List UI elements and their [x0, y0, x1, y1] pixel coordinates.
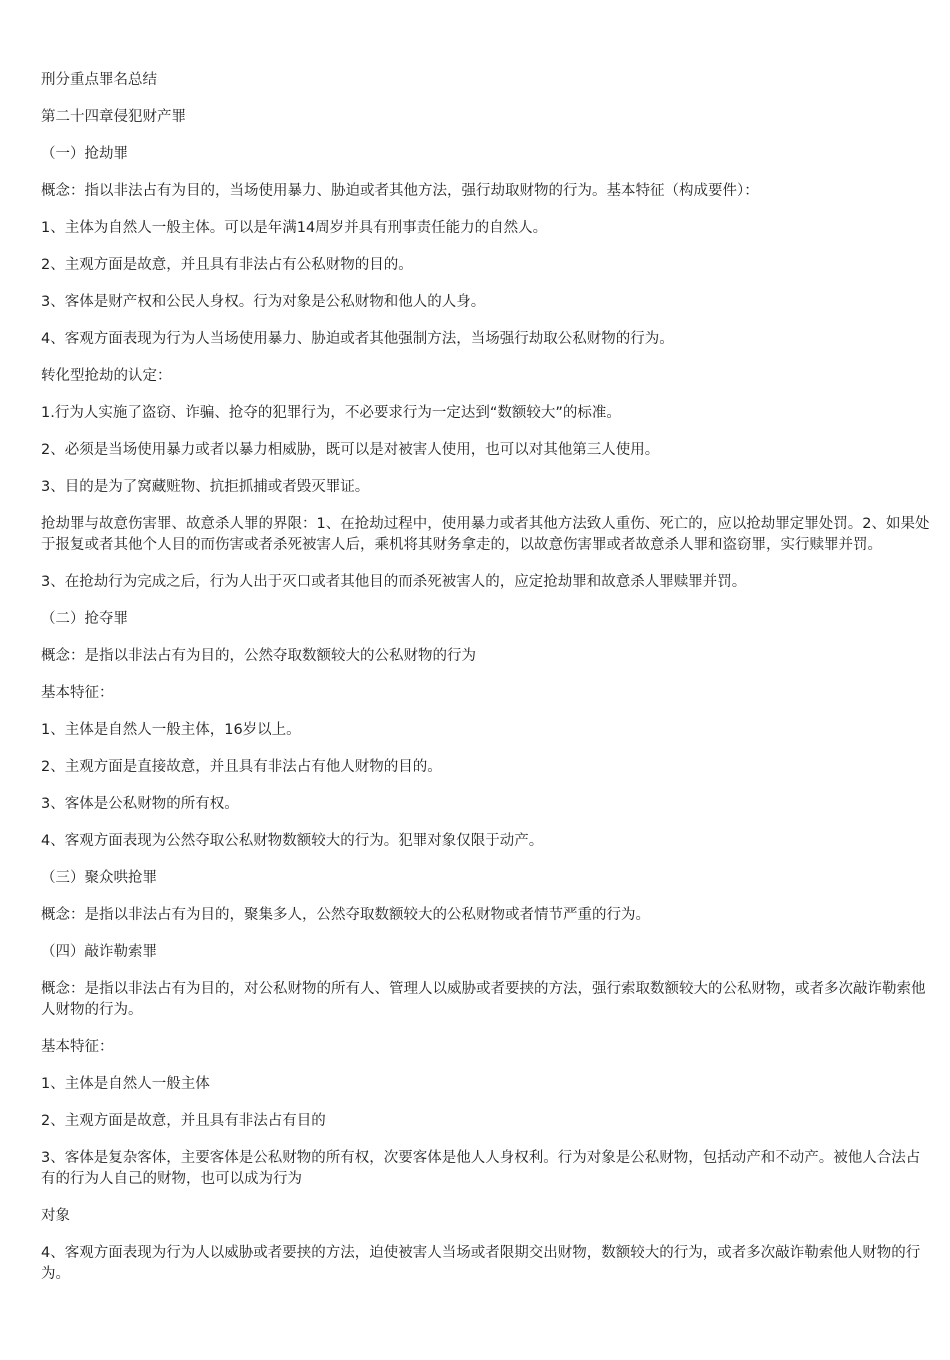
- paragraph: 概念：是指以非法占有为目的，对公私财物的所有人、管理人以威胁或者要挟的方法，强行索取数额较大的公私财物，或者多次敲诈勒索他人财物的行为。: [41, 981, 926, 1018]
- paragraph: 3、客体是财产权和公民人身权。行为对象是公私财物和他人的人身。: [41, 294, 486, 310]
- section-heading-snatching: （二）抢夺罪: [41, 611, 128, 627]
- chapter-heading: 第二十四章侵犯财产罪: [41, 109, 186, 125]
- paragraph: 2、主观方面是故意，并且具有非法占有公私财物的目的。: [41, 257, 413, 273]
- section-heading-robbery: （一）抢劫罪: [41, 146, 128, 162]
- paragraph: 对象: [41, 1208, 70, 1224]
- paragraph: 基本特征：: [41, 685, 114, 701]
- document-body: [41, 70, 933, 1301]
- paragraph: 1.行为人实施了盗窃、诈骗、抢夺的犯罪行为，不必要求行为一定达到“数额较大”的标准。: [41, 405, 621, 421]
- document-title: 刑分重点罪名总结: [41, 72, 157, 88]
- paragraph: 概念：是指以非法占有为目的，聚集多人，公然夺取数额较大的公私财物或者情节严重的行为。: [41, 907, 650, 923]
- paragraph: 4、客观方面表现为行为人以威胁或者要挟的方法，迫使被害人当场或者限期交出财物，数额较大的行为，或者多次敲诈勒索他人财物的行为。: [41, 1245, 921, 1282]
- paragraph: 3、在抢劫行为完成之后，行为人出于灭口或者其他目的而杀死被害人的，应定抢劫罪和故意杀人罪赎罪并罚。: [41, 574, 747, 590]
- paragraph: 1、主体是自然人一般主体: [41, 1076, 210, 1092]
- paragraph: 2、主观方面是直接故意，并且具有非法占有他人财物的目的。: [41, 759, 442, 775]
- section-heading-extortion: （四）敲诈勒索罪: [41, 944, 157, 960]
- paragraph: 抢劫罪与故意伤害罪、故意杀人罪的界限：1、在抢劫过程中，使用暴力或者其他方法致人重伤、死亡的，应以抢劫罪定罪处罚。2、如果处于报复或者其他个人目的而伤害或者杀死被害人后，乘机将其财务拿走的，以故意伤害罪或者故意杀人罪和盗窃罪，实行赎罪并罚。: [41, 516, 930, 553]
- paragraph: 概念：指以非法占有为目的，当场使用暴力、胁迫或者其他方法，强行劫取财物的行为。基本特征（构成要件）：: [41, 183, 759, 199]
- paragraph: 概念：是指以非法占有为目的，公然夺取数额较大的公私财物的行为: [41, 648, 476, 664]
- paragraph: 转化型抢劫的认定：: [41, 368, 172, 384]
- paragraph: 3、客体是公私财物的所有权。: [41, 796, 239, 812]
- paragraph: 1、主体是自然人一般主体，16岁以上。: [41, 722, 301, 738]
- section-heading-mob-looting: （三）聚众哄抢罪: [41, 870, 157, 886]
- paragraph: 2、主观方面是故意，并且具有非法占有目的: [41, 1113, 326, 1129]
- paragraph: 3、目的是为了窝藏赃物、抗拒抓捕或者毁灭罪证。: [41, 479, 370, 495]
- paragraph: 2、必须是当场使用暴力或者以暴力相威胁，既可以是对被害人使用，也可以对其他第三人使用。: [41, 442, 660, 458]
- paragraph: 4、客观方面表现为公然夺取公私财物数额较大的行为。犯罪对象仅限于动产。: [41, 833, 544, 849]
- paragraph: 4、客观方面表现为行为人当场使用暴力、胁迫或者其他强制方法，当场强行劫取公私财物的行为。: [41, 331, 674, 347]
- paragraph: 3、客体是复杂客体，主要客体是公私财物的所有权，次要客体是他人人身权利。行为对象是公私财物，包括动产和不动产。被他人合法占有的行为人自己的财物，也可以成为行为: [41, 1150, 921, 1187]
- paragraph: 基本特征：: [41, 1039, 114, 1055]
- paragraph: 1、主体为自然人一般主体。可以是年满14周岁并具有刑事责任能力的自然人。: [41, 220, 548, 236]
